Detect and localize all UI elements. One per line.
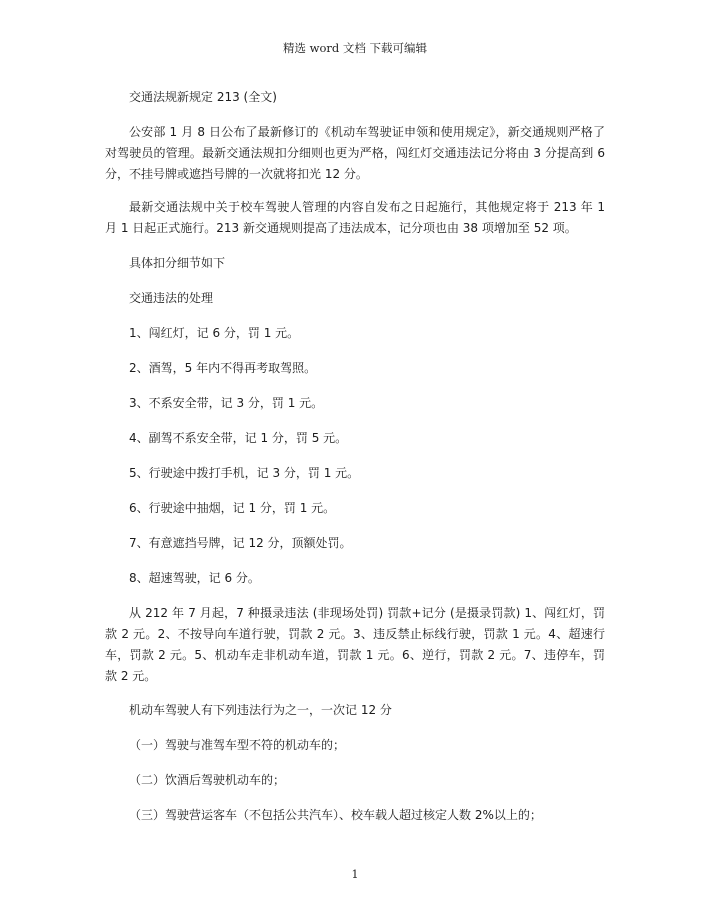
violation-item-4: 4、副驾不系安全带，记 1 分，罚 5 元。 (129, 431, 348, 445)
twelve-points-item-3: （三）驾驶营运客车（不包括公共汽车）、校车载人超过核定人数 2%以上的； (129, 808, 542, 822)
violation-item-6: 6、行驶途中抽烟，记 1 分，罚 1 元。 (129, 501, 336, 515)
violation-item-3: 3、不系安全带，记 3 分，罚 1 元。 (129, 396, 324, 410)
twelve-points-item-2: （二）饮酒后驾驶机动车的； (129, 773, 286, 787)
violation-item-5: 5、行驶途中拨打手机，记 3 分，罚 1 元。 (129, 466, 360, 480)
violation-item-1: 1、闯红灯，记 6 分，罚 1 元。 (129, 326, 300, 340)
twelve-points-item-1: （一）驾驶与准驾车型不符的机动车的； (129, 738, 346, 752)
details-heading: 具体扣分细节如下 (129, 256, 226, 270)
handling-heading: 交通违法的处理 (129, 291, 214, 305)
camera-violations-paragraph: 从 212 年 7 月起，7 种摄录违法 (非现场处罚) 罚款+记分 (是摄录罚款) 1、闯红灯，罚款 2 元。2、不按导向车道行驶，罚款 2 元。3、违反禁止标线行驶，罚款 1 元。4、超速行车，罚款 2 元。5、机动车走非机动车道，罚款 1 元。6、逆行，罚款 2 元。7、违停车，罚款 2 元。 (105, 606, 605, 683)
violation-item-2: 2、酒驾，5 年内不得再考取驾照。 (129, 361, 317, 375)
page-header: 精选 word 文档 下载可编辑 (282, 41, 428, 55)
paragraph-effective: 最新交通法规中关于校车驾驶人管理的内容自发布之日起施行，其他规定将于 213 年 1 月 1 日起正式施行。213 新交通规则提高了违法成本，记分项也由 38 项增加至 52 项。 (105, 200, 605, 235)
page-number: 1 (351, 868, 359, 881)
violation-item-8: 8、超速驾驶，记 6 分。 (129, 571, 260, 585)
paragraph-intro: 公安部 1 月 8 日公布了最新修订的《机动车驾驶证申领和使用规定》，新交通规则严格了对驾驶员的管理。最新交通法规扣分细则也更为严格，闯红灯交通违法记分将由 3 分提高到 6 分，不挂号牌或遮挡号牌的一次就将扣光 12 分。 (105, 125, 605, 181)
document-title: 交通法规新规定 213 (全文) (129, 90, 277, 104)
twelve-points-heading: 机动车驾驶人有下列违法行为之一，一次记 12 分 (129, 703, 392, 717)
violation-item-7: 7、有意遮挡号牌，记 12 分，顶额处罚。 (129, 536, 352, 550)
